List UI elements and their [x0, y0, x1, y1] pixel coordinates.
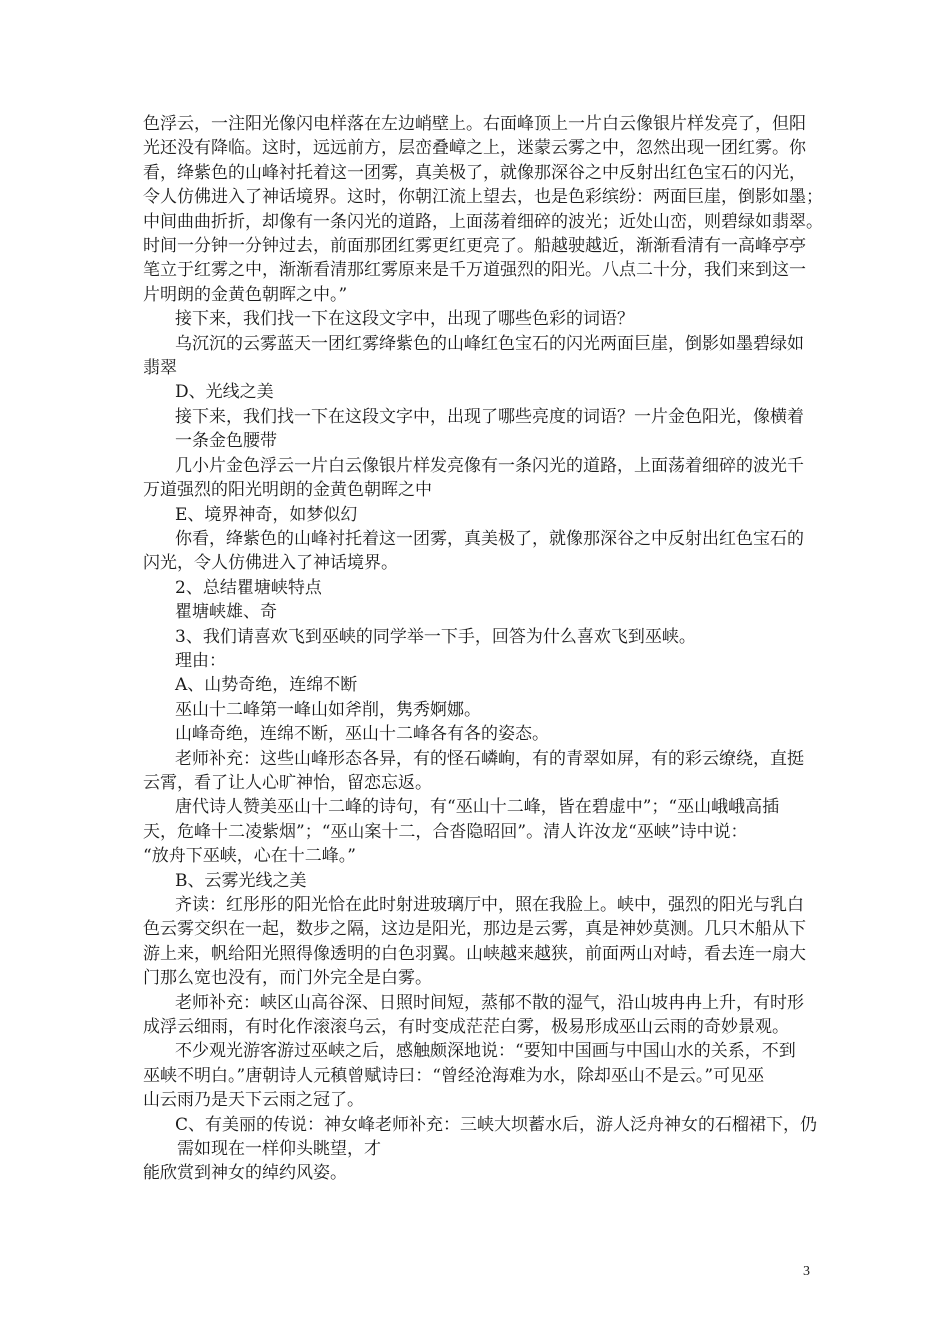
text-line: 游上来，帆给阳光照得像透明的白色羽翼。山峡越来越狭，前面两山对峙，看去连一扇大: [143, 943, 806, 964]
text-line: 老师补充：这些山峰形态各异，有的怪石嶙峋，有的青翠如屏，有的彩云缭绕，直挺: [175, 748, 804, 769]
section-heading: E、境界神奇，如梦似幻: [175, 504, 358, 525]
section-heading: 3、我们请喜欢飞到巫峡的同学举一下手，回答为什么喜欢飞到巫峡。: [175, 626, 696, 647]
text-line: 接下来，我们找一下在这段文字中，出现了哪些亮度的词语？一片金色阳光，像横着: [175, 406, 804, 427]
text-line: “放舟下巫峡，心在十二峰。”: [143, 846, 356, 867]
text-line: 色浮云，一注阳光像闪电样落在左边峭壁上。右面峰顶上一片白云像银片样发亮了，但阳: [143, 114, 806, 134]
text-line: 巫峡不明白。”唐朝诗人元稹曾赋诗曰：“曾经沧海难为水，除却巫山不是云。”可见巫: [143, 1065, 765, 1086]
text-line: 理由：: [175, 650, 226, 671]
text-line: 山云雨乃是天下云雨之冠了。: [143, 1090, 364, 1111]
section-heading: C、有美丽的传说：神女峰老师补充：三峡大坝蓄水后，游人泛舟神女的石榴裙下，仍: [175, 1114, 818, 1135]
text-line: 中间曲曲折折，却像有一条闪光的道路，上面荡着细碎的波光；近处山峦，则碧绿如翡翠。: [143, 211, 823, 232]
text-line: 令人仿佛进入了神话境界。这时，你朝江流上望去，也是色彩缤纷：两面巨崖，倒影如墨；: [143, 187, 823, 208]
page-number: 3: [803, 1264, 810, 1279]
text-line: 云霄，看了让人心旷神怡，留恋忘返。: [143, 772, 432, 793]
text-line: 万道强烈的阳光明朗的金黄色朝晖之中: [143, 480, 432, 501]
section-heading: A、山势奇绝，连绵不断: [175, 675, 358, 696]
text-line: 瞿塘峡雄、奇: [175, 602, 277, 623]
text-line: 成浮云细雨，有时化作滚滚乌云，有时变成茫茫白雾，极易形成巫山云雨的奇妙景观。: [143, 1017, 789, 1038]
text-line: 一条金色腰带: [175, 431, 277, 452]
text-line: 唐代诗人赞美巫山十二峰的诗句，有“巫山十二峰，皆在碧虚中”；“巫山峨峨高插: [175, 797, 780, 818]
text-line: 乌沉沉的云雾蓝天一团红雾绛紫色的山峰红色宝石的闪光两面巨崖，倒影如墨碧绿如: [175, 333, 804, 354]
text-line: 翡翠: [143, 358, 177, 379]
text-line: 光还没有降临。这时，远远前方，层峦叠嶂之上，迷蒙云雾之中，忽然出现一团红雾。你: [143, 138, 806, 159]
text-line: 山峰奇绝，连绵不断，巫山十二峰各有各的姿态。: [175, 724, 549, 745]
text-line: 笔立于红雾之中，渐渐看清那红雾原来是千万道强烈的阳光。八点二十分，我们来到这一: [143, 260, 806, 281]
text-line: 能欣赏到神女的绰约风姿。: [143, 1163, 347, 1184]
text-line: 需如现在一样仰头眺望，才: [177, 1139, 381, 1160]
text-line: 闪光，令人仿佛进入了神话境界。: [143, 553, 398, 574]
text-line: 看，绛紫色的山峰衬托着这一团雾，真美极了，就像那深谷之中反射出红色宝石的闪光，: [143, 162, 806, 183]
body-text: [143, 112, 823, 1186]
text-line: 片明朗的金黄色朝晖之中。”: [143, 284, 348, 305]
text-line: 色云雾交织在一起，数步之隔，这边是阳光，那边是云雾，真是神妙莫测。几只木船从下: [143, 919, 806, 940]
text-line: 门那么宽也没有，而门外完全是白雾。: [143, 968, 432, 989]
section-heading: B、云雾光线之美: [175, 870, 307, 891]
text-line: 几小片金色浮云一片白云像银片样发亮像有一条闪光的道路，上面荡着细碎的波光千: [175, 455, 804, 476]
text-line: 老师补充：峡区山高谷深、日照时间短，蒸郁不散的湿气，沿山坡冉冉上升，有时形: [175, 992, 804, 1013]
text-line: 天，危峰十二凌紫烟”；“巫山案十二，合沓隐昭回”。清人许汝龙“巫峡”诗中说：: [143, 821, 748, 842]
text-line: 时间一分钟一分钟过去，前面那团红雾更红更亮了。船越驶越近，渐渐看清有一高峰亭亭: [143, 236, 806, 257]
text-line: 不少观光游客游过巫峡之后，感触颇深地说：“要知中国画与中国山水的关系，不到: [175, 1041, 796, 1062]
text-line: 齐读：红彤彤的阳光恰在此时射进玻璃厅中，照在我脸上。峡中，强烈的阳光与乳白: [175, 895, 804, 915]
section-heading: D、光线之美: [175, 382, 274, 403]
text-line: 你看，绛紫色的山峰衬托着这一团雾，真美极了，就像那深谷之中反射出红色宝石的: [175, 528, 804, 549]
section-heading: 2、总结瞿塘峡特点: [175, 577, 322, 598]
text-line: 接下来，我们找一下在这段文字中，出现了哪些色彩的词语？: [175, 309, 634, 330]
text-line: 巫山十二峰第一峰山如斧削，隽秀婀娜。: [175, 699, 481, 720]
